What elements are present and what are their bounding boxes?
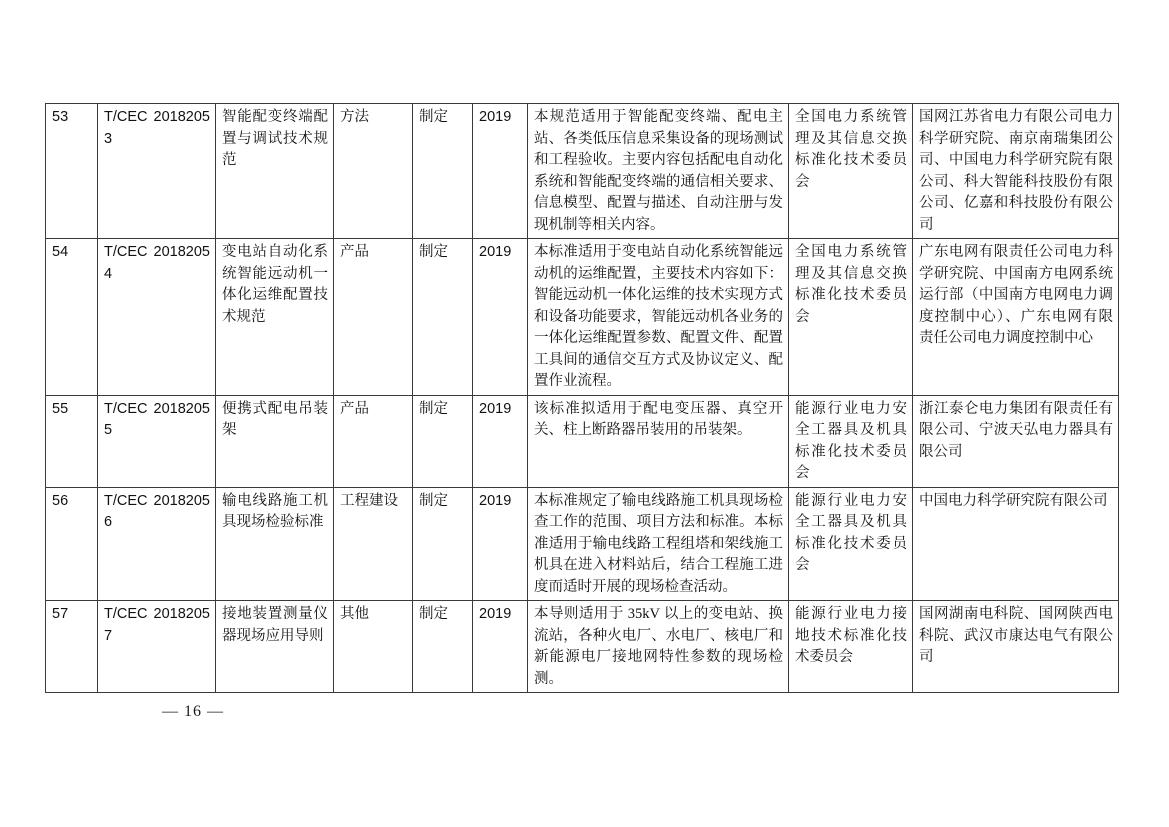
cell-revise-type: 制定 [413,239,473,396]
cell-scope: 该标准拟适用于配电变压器、真空开关、柱上断路器吊装用的吊装架。 [528,395,789,487]
cell-seq: 56 [46,487,98,601]
cell-revise-type: 制定 [413,601,473,693]
table-row [46,601,1119,693]
cell-category: 方法 [334,104,413,239]
cell-category: 工程建设 [334,487,413,601]
cell-drafting-orgs: 广东电网有限责任公司电力科学研究院、中国南方电网系统运行部（中国南方电网电力调度控制中心）、广东电网有限责任公司电力调度控制中心 [913,239,1119,396]
cell-committee: 全国电力系统管理及其信息交换标准化技术委员会 [789,104,913,239]
cell-category: 其他 [334,601,413,693]
cell-standard-code: T/CEC 20182056 [98,487,216,601]
cell-standard-code: T/CEC 20182054 [98,239,216,396]
cell-scope: 本标准适用于变电站自动化系统智能远动机的运维配置，主要技术内容如下：智能远动机一体化运维的技术实现方式和设备功能要求，智能远动机各业务的一体化运维配置参数、配置文件、配置工具间的通信交互方式及协议定义、配置作业流程。 [528,239,789,396]
cell-year: 2019 [473,104,528,239]
cell-committee: 全国电力系统管理及其信息交换标准化技术委员会 [789,239,913,396]
cell-standard-title: 变电站自动化系统智能远动机一体化运维配置技术规范 [216,239,334,396]
cell-standard-code: T/CEC 20182057 [98,601,216,693]
standards-table-wrap [45,103,1118,693]
cell-committee: 能源行业电力安全工器具及机具标准化技术委员会 [789,487,913,601]
table-row [46,239,1119,396]
cell-revise-type: 制定 [413,487,473,601]
cell-drafting-orgs: 浙江泰仑电力集团有限责任有限公司、宁波天弘电力器具有限公司 [913,395,1119,487]
cell-standard-title: 输电线路施工机具现场检验标准 [216,487,334,601]
cell-category: 产品 [334,395,413,487]
cell-category: 产品 [334,239,413,396]
cell-seq: 57 [46,601,98,693]
cell-standard-title: 接地装置测量仪器现场应用导则 [216,601,334,693]
cell-drafting-orgs: 中国电力科学研究院有限公司 [913,487,1119,601]
cell-standard-code: T/CEC 20182055 [98,395,216,487]
cell-seq: 53 [46,104,98,239]
cell-year: 2019 [473,239,528,396]
table-row [46,395,1119,487]
standards-table-body [46,104,1119,693]
cell-year: 2019 [473,601,528,693]
cell-seq: 54 [46,239,98,396]
cell-standard-title: 便携式配电吊装架 [216,395,334,487]
cell-year: 2019 [473,487,528,601]
standards-table [45,103,1119,693]
cell-scope: 本导则适用于 35kV 以上的变电站、换流站，各种火电厂、水电厂、核电厂和新能源电厂接地网特性参数的现场检测。 [528,601,789,693]
cell-standard-title: 智能配变终端配置与调试技术规范 [216,104,334,239]
cell-revise-type: 制定 [413,395,473,487]
cell-seq: 55 [46,395,98,487]
table-row [46,487,1119,601]
cell-year: 2019 [473,395,528,487]
page-number-footer: — 16 — [162,703,224,720]
cell-scope: 本规范适用于智能配变终端、配电主站、各类低压信息采集设备的现场测试和工程验收。主要内容包括配电自动化系统和智能配变终端的通信相关要求、信息模型、配置与描述、自动注册与发现机制等相关内容。 [528,104,789,239]
cell-drafting-orgs: 国网江苏省电力有限公司电力科学研究院、南京南瑞集团公司、中国电力科学研究院有限公司、科大智能科技股份有限公司、亿嘉和科技股份有限公司 [913,104,1119,239]
cell-drafting-orgs: 国网湖南电科院、国网陕西电科院、武汉市康达电气有限公司 [913,601,1119,693]
cell-committee: 能源行业电力接地技术标准化技术委员会 [789,601,913,693]
cell-scope: 本标准规定了输电线路施工机具现场检查工作的范围、项目方法和标准。本标准适用于输电线路工程组塔和架线施工机具在进入材料站后，结合工程施工进度而适时开展的现场检查活动。 [528,487,789,601]
table-row [46,104,1119,239]
cell-standard-code: T/CEC 20182053 [98,104,216,239]
cell-committee: 能源行业电力安全工器具及机具标准化技术委员会 [789,395,913,487]
cell-revise-type: 制定 [413,104,473,239]
